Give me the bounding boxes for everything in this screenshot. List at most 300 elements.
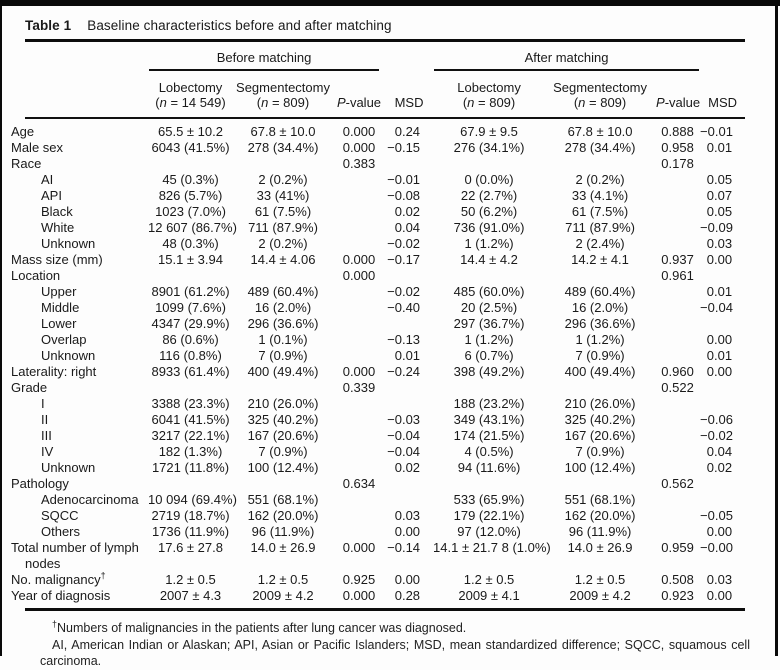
- table-cell: 2 (0.2%): [258, 172, 308, 187]
- col-header-after-lobectomy: [433, 72, 545, 118]
- table-cell: [148, 380, 233, 396]
- table-cell: 96 (11.9%): [568, 524, 632, 539]
- table-cell: 1 (0.1%): [258, 332, 308, 347]
- table-row: [25, 188, 745, 204]
- row-label: Male sex: [11, 140, 64, 155]
- table-cell: [545, 380, 655, 396]
- table-cell: 6041 (41.5%): [151, 412, 230, 427]
- table-cell: 96 (11.9%): [251, 524, 315, 539]
- table-cell: 1.2 ± 0.5: [574, 572, 626, 587]
- table-cell: 0.02: [394, 204, 421, 219]
- table-cell: [333, 508, 385, 524]
- table-cell: 6 (0.7%): [464, 348, 514, 363]
- table-cell: [233, 268, 333, 284]
- table-cell: [385, 396, 433, 412]
- row-label: Laterality: right: [11, 364, 97, 379]
- table-cell: 0.00: [706, 332, 733, 347]
- table-cell: 7 (0.9%): [575, 348, 625, 363]
- table-cell: 2009 ± 4.1: [433, 588, 545, 610]
- table-cell: 48 (0.3%): [162, 236, 219, 251]
- table-cell: [655, 284, 700, 300]
- table-cell: [655, 236, 700, 252]
- column-header-row: [25, 72, 745, 118]
- spanner-row: [25, 42, 745, 72]
- table-cell: [655, 412, 700, 428]
- col-header-after-pvalue: P-value: [655, 72, 700, 118]
- table-cell: [333, 220, 385, 236]
- col-header-before-segmentectomy: [233, 72, 333, 118]
- table-cell: 1 (1.2%): [464, 332, 514, 347]
- row-label: Black: [41, 204, 73, 219]
- table-cell: [333, 300, 385, 316]
- table-cell: [655, 204, 700, 220]
- table-cell: 67.8 ± 10.0: [567, 124, 633, 139]
- table-cell: [655, 220, 700, 236]
- table-cell: 14.1 ± 21.7 8 (1.0%): [433, 540, 551, 555]
- footnote-dagger-text: Numbers of malignancies in the patients after lung cancer was diagnosed.: [57, 621, 467, 635]
- table-cell: 0.04: [706, 444, 733, 459]
- table-cell: 162 (20.0%): [564, 508, 636, 523]
- row-label: II: [41, 412, 49, 427]
- table-cell: 1736 (11.9%): [151, 524, 230, 539]
- table-cell: 1099 (7.6%): [155, 300, 226, 315]
- table-cell: 1 (1.2%): [464, 236, 514, 251]
- table-cell: −0.09: [700, 220, 733, 235]
- table-cell: 2007 ± 4.3: [148, 588, 233, 610]
- table-cell: −0.04: [387, 444, 421, 459]
- row-label: Others: [41, 524, 81, 539]
- spanner-before-matching: [148, 42, 433, 72]
- table-cell: [333, 284, 385, 300]
- table-cell: 182 (1.3%): [158, 444, 223, 459]
- table-cell: [333, 444, 385, 460]
- table-cell: −0.01: [700, 124, 733, 139]
- table-row: [25, 460, 745, 476]
- table-cell: 33 (4.1%): [571, 188, 629, 203]
- table-cell: 0.00: [394, 524, 421, 539]
- table-row: [25, 364, 745, 380]
- table-cell: 61 (7.5%): [571, 204, 629, 219]
- col-header-after-msd: MSD: [700, 72, 745, 118]
- table-cell: 349 (43.1%): [453, 412, 525, 427]
- table-cell: [433, 476, 545, 492]
- table-cell: 94 (11.6%): [457, 460, 521, 475]
- table-cell: 162 (20.0%): [247, 508, 319, 523]
- table-cell: −0.13: [387, 332, 421, 347]
- table-cell: [655, 300, 700, 316]
- table-cell: −0.08: [387, 188, 421, 203]
- table-cell: 0.000: [342, 252, 376, 267]
- table-cell: [655, 188, 700, 204]
- table-cell: −0.24: [387, 364, 421, 379]
- dagger-symbol: †: [52, 618, 58, 629]
- table-cell: [700, 156, 745, 172]
- col-header-before-lobectomy: [148, 72, 233, 118]
- table-cell: [385, 492, 433, 508]
- table-cell: 3388 (23.3%): [151, 396, 230, 411]
- table-cell: 0.00: [706, 364, 733, 379]
- table-cell: 61 (7.5%): [254, 204, 312, 219]
- row-label: Overlap: [41, 332, 87, 347]
- table-cell: 0.508: [661, 572, 694, 587]
- table-cell: [655, 460, 700, 476]
- table-cell: [545, 268, 655, 284]
- table-cell: 2719 (18.7%): [151, 508, 230, 523]
- row-label: No. malignancy†: [11, 570, 106, 587]
- table-cell: 1023 (7.0%): [155, 204, 226, 219]
- table-cell: 210 (26.0%): [247, 396, 319, 411]
- table-cell: [333, 412, 385, 428]
- table-cell: 14.4 ± 4.2: [460, 252, 518, 267]
- table-cell: 210 (26.0%): [564, 396, 636, 411]
- row-label: Adenocarcinoma: [41, 492, 139, 507]
- spanner-spacer: [25, 42, 148, 72]
- table-cell: 4347 (29.9%): [151, 316, 230, 331]
- table-cell: 0.24: [394, 124, 421, 139]
- table-cell: 0.05: [706, 172, 733, 187]
- footnotes: [40, 620, 750, 670]
- row-label: Unknown: [41, 236, 96, 251]
- table-row: [25, 316, 745, 332]
- table-cell: 8933 (61.4%): [151, 364, 230, 379]
- table-row: [25, 348, 745, 364]
- table-cell: [385, 156, 433, 172]
- table-cell: 0.000: [342, 268, 376, 283]
- table-cell: 7 (0.9%): [258, 444, 308, 459]
- table-cell: [233, 476, 333, 492]
- table-cell: 2009 ± 4.2: [545, 588, 655, 610]
- table-cell: 7 (0.9%): [258, 348, 308, 363]
- table-row: [25, 252, 745, 268]
- table-cell: 179 (22.1%): [453, 508, 525, 523]
- table-caption: [25, 18, 773, 33]
- table-cell: 16 (2.0%): [571, 300, 629, 315]
- table-cell: 67.8 ± 10.0: [250, 124, 316, 139]
- table-cell: −0.06: [700, 412, 733, 427]
- row-label: Age: [11, 124, 35, 139]
- table-cell: [700, 396, 745, 412]
- row-label: Pathology: [11, 476, 69, 491]
- table-row: [25, 172, 745, 188]
- table-cell: 1721 (11.8%): [151, 460, 230, 475]
- table-cell: 0.959: [661, 540, 694, 555]
- table-row: [25, 156, 745, 172]
- table-cell: 20 (2.5%): [460, 300, 518, 315]
- table-cell: 325 (40.2%): [564, 412, 636, 427]
- table-row: [25, 140, 745, 156]
- table-cell: −0.00: [700, 540, 733, 555]
- row-label: SQCC: [41, 508, 79, 523]
- col-header-n: (n = 14 549): [155, 95, 226, 110]
- table-cell: 2009 ± 4.2: [233, 588, 333, 610]
- table-row: [25, 428, 745, 444]
- table-cell: [333, 396, 385, 412]
- table-cell: [655, 332, 700, 348]
- table-cell: 0.00: [394, 572, 421, 587]
- table-cell: [333, 172, 385, 188]
- table-cell: −0.05: [700, 508, 733, 523]
- table-cell: [333, 188, 385, 204]
- table-cell: 1.2 ± 0.5: [257, 572, 309, 587]
- table-cell: [433, 156, 545, 172]
- table-cell: −0.40: [387, 300, 421, 315]
- table-cell: [333, 236, 385, 252]
- table-cell: 14.4 ± 4.06: [250, 252, 316, 267]
- table-cell: [333, 460, 385, 476]
- row-label: Lower: [41, 316, 77, 331]
- row-label: Location: [11, 268, 61, 283]
- table-cell: 711 (87.9%): [565, 220, 635, 235]
- page-border-right: [775, 0, 778, 656]
- table-cell: 0.03: [706, 572, 733, 587]
- table-cell: 116 (0.8%): [159, 348, 222, 363]
- table-cell: 16 (2.0%): [254, 300, 312, 315]
- table-cell: 8901 (61.2%): [151, 284, 230, 299]
- table-cell: 33 (41%): [256, 188, 310, 203]
- table-cell: 826 (5.7%): [158, 188, 223, 203]
- table-cell: 0.03: [394, 508, 421, 523]
- table-row: [25, 220, 745, 236]
- table-cell: 86 (0.6%): [162, 332, 219, 347]
- table-cell: 167 (20.6%): [564, 428, 636, 443]
- table-cell: 14.0 ± 26.9: [250, 540, 316, 555]
- table-row: [25, 540, 745, 572]
- table-cell: 2 (0.2%): [575, 172, 625, 187]
- table-cell: 2 (0.2%): [258, 236, 308, 251]
- table-cell: [385, 268, 433, 284]
- table-row: [25, 118, 745, 140]
- col-header-before-pvalue: P-value: [333, 72, 385, 118]
- footnote-dagger: [40, 620, 750, 637]
- table-cell: −0.04: [387, 428, 421, 443]
- row-label: Year of diagnosis: [25, 588, 148, 610]
- table-cell: 297 (36.7%): [453, 316, 525, 331]
- table-cell: 0.07: [706, 188, 733, 203]
- table-cell: 7 (0.9%): [575, 444, 625, 459]
- table-cell: [333, 428, 385, 444]
- table-cell: 1.2 ± 0.5: [165, 572, 216, 587]
- table-cell: [655, 508, 700, 524]
- table-cell: 0.02: [394, 460, 421, 475]
- table-cell: [655, 428, 700, 444]
- table-cell: 0.925: [342, 572, 376, 587]
- table-cell: 489 (60.4%): [247, 284, 319, 299]
- col-header-after-segmentectomy: [545, 72, 655, 118]
- table-cell: 485 (60.0%): [453, 284, 525, 299]
- table-cell: 0.05: [706, 204, 733, 219]
- table-cell: 711 (87.9%): [248, 220, 318, 235]
- table-cell: −0.01: [387, 172, 421, 187]
- table-cell: [333, 492, 385, 508]
- table-cell: 188 (23.2%): [453, 396, 525, 411]
- row-label: Upper: [41, 284, 77, 299]
- footnote-abbreviations: AI, American Indian or Alaskan; API, Asian or Pacific Islanders; MSD, mean standardized difference; SQCC, squamous cell carcinoma.: [40, 637, 750, 668]
- table-cell: 167 (20.6%): [247, 428, 319, 443]
- row-label: III: [41, 428, 52, 443]
- row-label: IV: [41, 444, 54, 459]
- table-cell: 400 (49.4%): [247, 364, 319, 379]
- table-body: [11, 118, 745, 610]
- row-label: Unknown: [41, 348, 96, 363]
- table-cell: 45 (0.3%): [162, 172, 219, 187]
- row-label: Total number of lymph nodes: [11, 540, 139, 571]
- table-cell: 50 (6.2%): [460, 204, 518, 219]
- table-cell: [148, 476, 233, 492]
- table-cell: 296 (36.6%): [247, 316, 319, 331]
- table-cell: [148, 268, 233, 284]
- table-cell: [385, 316, 433, 332]
- table-cell: [655, 444, 700, 460]
- table-cell: 400 (49.4%): [564, 364, 636, 379]
- col-header-n: (n = 809): [256, 95, 310, 110]
- table-row: [25, 412, 745, 428]
- table-cell: [148, 156, 233, 172]
- table-cell: −0.14: [387, 540, 421, 555]
- table-cell: 0 (0.0%): [464, 172, 514, 187]
- table-cell: 0.961: [661, 268, 694, 283]
- table-cell: 0.888: [661, 124, 694, 139]
- col-header-label: Segmentectomy: [553, 80, 648, 95]
- table-cell: 398 (49.2%): [453, 364, 525, 379]
- table-row: [25, 396, 745, 412]
- table-cell: 100 (12.4%): [247, 460, 319, 475]
- table-cell: 67.9 ± 9.5: [460, 124, 518, 139]
- table-cell: 0.000: [342, 124, 376, 139]
- table-cell: [333, 348, 385, 364]
- table-cell: 15.1 ± 3.94: [158, 252, 223, 267]
- table-cell: 0.937: [661, 252, 694, 267]
- table-cell: 0.960: [661, 364, 694, 379]
- row-label: Unknown: [41, 460, 96, 475]
- table-cell: 551 (68.1%): [247, 492, 319, 507]
- table-row: [25, 332, 745, 348]
- table-cell: −0.03: [387, 412, 421, 427]
- col-header-label: Lobectomy: [158, 80, 223, 95]
- table-row: [25, 284, 745, 300]
- table-cell: 14.2 ± 4.1: [571, 252, 629, 267]
- table-cell: −0.02: [387, 284, 421, 299]
- table-cell: −0.02: [700, 428, 733, 443]
- row-label: AI: [41, 172, 54, 187]
- table-cell: 100 (12.4%): [564, 460, 636, 475]
- table-cell: [700, 316, 745, 332]
- table-cell: 0.000: [342, 364, 376, 379]
- table-row: [25, 492, 745, 508]
- row-label: Middle: [41, 300, 80, 315]
- table-cell: [655, 348, 700, 364]
- table-cell: [700, 268, 745, 284]
- table-cell: [700, 476, 745, 492]
- table-cell: 65.5 ± 10.2: [158, 124, 223, 139]
- table-cell: 736 (91.0%): [453, 220, 525, 235]
- table-row: [25, 300, 745, 316]
- table-row: [25, 268, 745, 284]
- table-cell: 174 (21.5%): [453, 428, 525, 443]
- table-cell: −0.15: [387, 140, 421, 155]
- table-cell: 0.01: [394, 348, 421, 363]
- table-cell: −0.04: [700, 300, 733, 315]
- table-cell: 0.01: [706, 140, 733, 155]
- table-row: [25, 204, 745, 220]
- table-cell: 4 (0.5%): [464, 444, 514, 459]
- table-cell: 1 (1.2%): [575, 332, 625, 347]
- table-row: [25, 588, 745, 610]
- table-cell: [333, 316, 385, 332]
- table-cell: [655, 316, 700, 332]
- table-cell: 0.383: [342, 156, 376, 171]
- table-cell: 278 (34.4%): [564, 140, 636, 155]
- table-cell: 12 607 (86.7%): [148, 220, 237, 235]
- table-cell: [655, 492, 700, 508]
- table-cell: 97 (12.0%): [457, 524, 521, 539]
- table-cell: 0.04: [394, 220, 421, 235]
- table-cell: 489 (60.4%): [564, 284, 636, 299]
- table-cell: [233, 156, 333, 172]
- table-cell: [333, 332, 385, 348]
- baseline-characteristics-table: [11, 42, 745, 611]
- table-cell: 0.923: [655, 588, 700, 610]
- col-header-label: Segmentectomy: [236, 80, 330, 95]
- table-cell: 0.178: [661, 156, 694, 171]
- spanner-after-matching: [433, 42, 745, 72]
- table-row: [25, 476, 745, 492]
- table-cell: 3217 (22.1%): [151, 428, 230, 443]
- table-cell: [433, 380, 545, 396]
- row-label: Grade: [11, 380, 48, 395]
- table-cell: 0.562: [661, 476, 694, 491]
- col-header-label: Lobectomy: [457, 80, 521, 95]
- table-cell: [385, 476, 433, 492]
- table-cell: 533 (65.9%): [453, 492, 525, 507]
- col-header-n: (n = 809): [573, 95, 627, 110]
- table-row: [25, 572, 745, 588]
- table-row: [25, 508, 745, 524]
- table-cell: −0.02: [387, 236, 421, 251]
- table-cell: [333, 204, 385, 220]
- table-cell: [333, 524, 385, 540]
- table-cell: 0.03: [706, 236, 733, 251]
- table-row: [25, 236, 745, 252]
- row-label: I: [41, 396, 45, 411]
- spanner-before-label: Before matching: [149, 50, 379, 71]
- row-label: Race: [11, 156, 42, 171]
- table-cell: 17.6 ± 27.8: [158, 540, 223, 555]
- table-cell: 0.00: [706, 252, 733, 267]
- table-cell: 276 (34.1%): [453, 140, 525, 155]
- table-cell: 551 (68.1%): [564, 492, 636, 507]
- table-cell: −0.17: [387, 252, 421, 267]
- table-cell: [655, 172, 700, 188]
- table-cell: [545, 156, 655, 172]
- table-number: Table 1: [25, 18, 72, 33]
- table-row: [25, 444, 745, 460]
- table-cell: 0.00: [700, 588, 745, 610]
- table-cell: [385, 380, 433, 396]
- table-cell: 0.01: [706, 348, 733, 363]
- table-cell: 14.0 ± 26.9: [567, 540, 633, 555]
- table-cell: 0.02: [706, 460, 733, 475]
- table-cell: [655, 396, 700, 412]
- row-label: API: [41, 188, 62, 203]
- table-row: [25, 380, 745, 396]
- table-cell: 6043 (41.5%): [151, 140, 230, 155]
- table-cell: 10 094 (69.4%): [148, 492, 237, 507]
- row-label: White: [41, 220, 75, 235]
- table-cell: 0.000: [342, 140, 376, 155]
- table-caption-text: Baseline characteristics before and after matching: [87, 18, 392, 33]
- table-cell: [233, 380, 333, 396]
- table-cell: 325 (40.2%): [247, 412, 319, 427]
